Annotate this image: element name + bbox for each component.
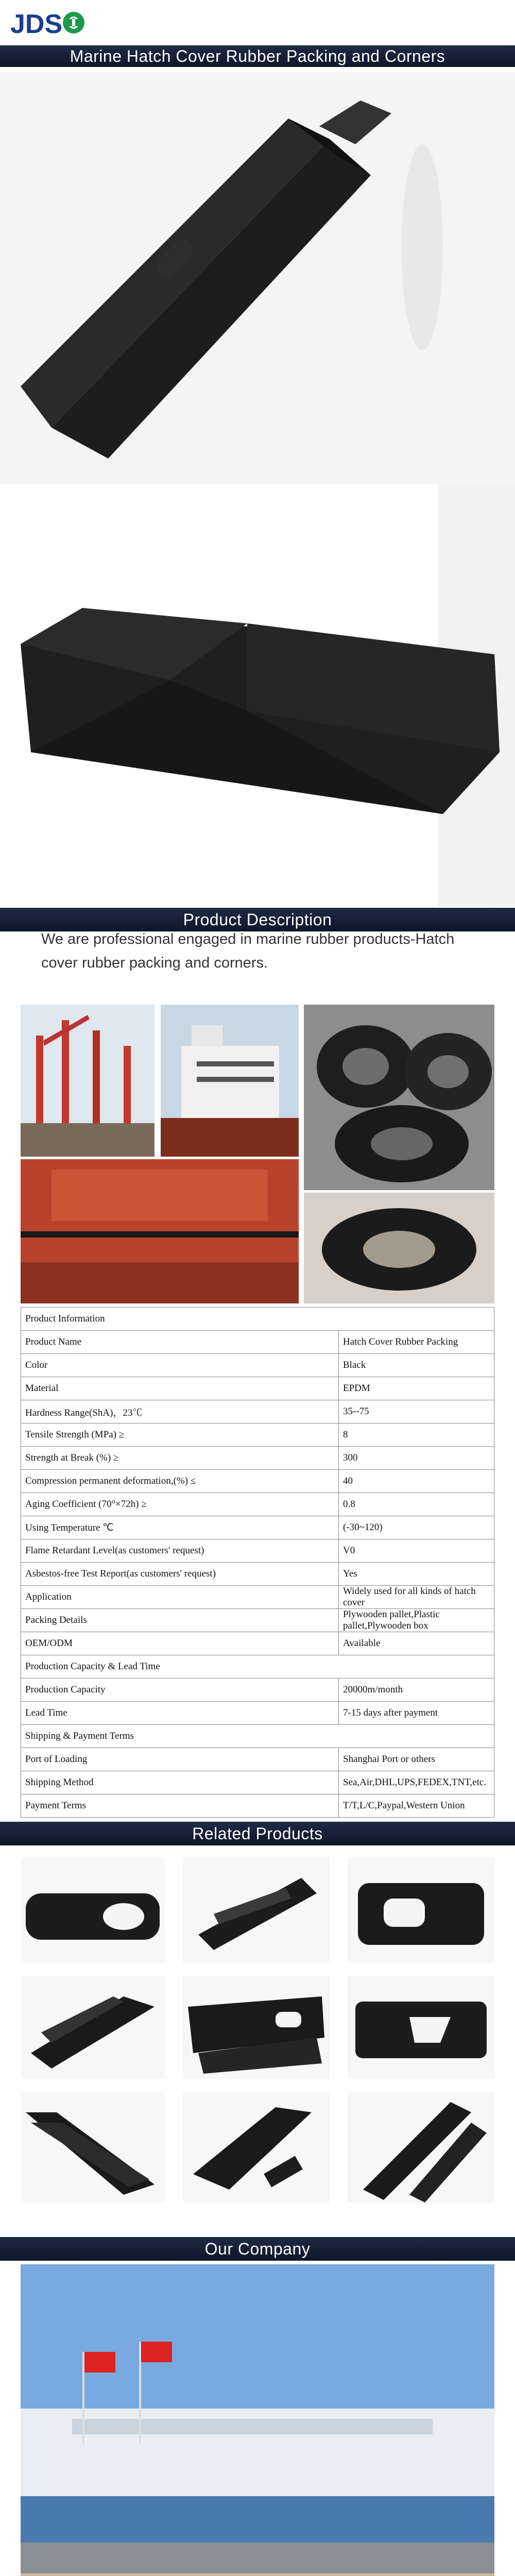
logo-mark-icon (62, 11, 85, 35)
row-key: Using Temperature ℃ (21, 1516, 339, 1539)
rubber-corner-image (0, 484, 515, 907)
table-row (21, 1516, 494, 1539)
section-title-text: Product Description (183, 910, 332, 929)
table-row (21, 1609, 494, 1632)
row-value: 35--75 (339, 1400, 494, 1423)
hero-product-photo-1 (0, 72, 515, 484)
table-row (21, 1493, 494, 1516)
section-title-text: Related Products (192, 1824, 323, 1843)
table-row (21, 1771, 494, 1794)
table-row (21, 1702, 494, 1725)
row-key: Production Capacity (21, 1679, 339, 1702)
row-value: Plywooden pallet,Plastic pallet,Plywooden box (339, 1609, 494, 1632)
row-value: 40 (339, 1470, 494, 1493)
row-key: Color (21, 1354, 339, 1377)
profile-image (21, 1857, 165, 1963)
spec-table (21, 1307, 494, 1818)
rubber-coil-image (304, 1005, 494, 1190)
hatch-cover-image (21, 1159, 299, 1303)
profile-image (183, 1857, 330, 1963)
related-product-8 (183, 2092, 330, 2202)
row-value: V0 (339, 1539, 494, 1563)
row-key: Asbestos-free Test Report(as customers' request) (21, 1563, 339, 1586)
table-row (21, 1632, 494, 1655)
profile-image (348, 1976, 494, 2079)
row-value: Sea,Air,DHL,UPS,FEDEX,TNT,etc. (339, 1771, 494, 1794)
row-value: Shanghai Port or others (339, 1748, 494, 1771)
row-value: Hatch Cover Rubber Packing (339, 1331, 494, 1354)
row-key: Port of Loading (21, 1748, 339, 1771)
hero-product-photo-2 (0, 484, 515, 907)
table-row (21, 1539, 494, 1563)
table-row (21, 1447, 494, 1470)
row-value: 7-15 days after payment (339, 1702, 494, 1725)
table-row (21, 1563, 494, 1586)
row-value: 20000m/month (339, 1679, 494, 1702)
table-row (21, 1748, 494, 1771)
row-key: Aging Coefficient (70°×72h) ≥ (21, 1493, 339, 1516)
row-key: Flame Retardant Level(as customers' request) (21, 1539, 339, 1563)
related-product-1 (21, 1857, 165, 1963)
related-product-5 (183, 1976, 330, 2079)
profile-image (348, 2092, 494, 2202)
row-key: Application (21, 1586, 339, 1609)
row-key: Compression permanent deformation,(%) ≤ (21, 1470, 339, 1493)
row-value: Black (339, 1354, 494, 1377)
related-product-3 (348, 1857, 494, 1963)
logo (10, 8, 82, 39)
table-row (21, 1331, 494, 1354)
row-value: Yes (339, 1563, 494, 1586)
row-value: T/T,L/C,Paypal,Western Union (339, 1794, 494, 1818)
company-building-image (21, 2264, 494, 2576)
section-title-related-products (0, 1822, 515, 1845)
photo-ship (161, 1005, 299, 1157)
table-section-header (21, 1655, 494, 1679)
row-key: Tensile Strength (MPa) ≥ (21, 1423, 339, 1447)
table-row (21, 1423, 494, 1447)
row-key: Strength at Break (%) ≥ (21, 1447, 339, 1470)
profile-image (183, 1976, 330, 2079)
section-production-cell: Production Capacity & Lead Time (21, 1655, 494, 1679)
related-product-4 (21, 1976, 165, 2079)
row-value: (-30~120) (339, 1516, 494, 1539)
related-product-7 (21, 2092, 165, 2202)
row-key: Payment Terms (21, 1794, 339, 1818)
photo-packing-roll (304, 1193, 494, 1303)
row-value: Available (339, 1632, 494, 1655)
page-title (0, 45, 515, 67)
row-key: Hardness Range(ShA)，23℃ (21, 1400, 339, 1423)
row-key: Material (21, 1377, 339, 1400)
table-row (21, 1586, 494, 1609)
logo-text: JDS (10, 9, 63, 39)
row-key: Product Name (21, 1331, 339, 1354)
profile-image (183, 2092, 330, 2202)
table-row (21, 1794, 494, 1818)
photo-cranes (21, 1005, 154, 1157)
related-product-6 (348, 1976, 494, 2079)
table-row (21, 1354, 494, 1377)
row-value: Widely used for all kinds of hatch cover (339, 1586, 494, 1609)
related-product-9 (348, 2092, 494, 2202)
row-value: 0.8 (339, 1493, 494, 1516)
photo-rubber-coils (304, 1005, 494, 1190)
company-building-photo (21, 2264, 494, 2576)
table-row (21, 1470, 494, 1493)
packing-roll-image (304, 1193, 494, 1303)
section-title-text: Our Company (204, 2240, 311, 2258)
row-key: Lead Time (21, 1702, 339, 1725)
page-title-text: Marine Hatch Cover Rubber Packing and Corners (70, 47, 445, 65)
section-title-our-company (0, 2237, 515, 2261)
crane-image (21, 1005, 154, 1157)
table-row (21, 1377, 494, 1400)
row-key: OEM/ODM (21, 1632, 339, 1655)
rubber-packing-image (0, 72, 515, 484)
row-value: 8 (339, 1423, 494, 1447)
row-value: EPDM (339, 1377, 494, 1400)
table-section-header (21, 1308, 494, 1331)
table-row (21, 1679, 494, 1702)
profile-image (348, 1857, 494, 1963)
section-product-cell: Product Information (21, 1308, 494, 1331)
row-key: Packing Details (21, 1609, 339, 1632)
table-row (21, 1400, 494, 1423)
row-key: Shipping Method (21, 1771, 339, 1794)
section-shipping-cell: Shipping & Payment Terms (21, 1725, 494, 1748)
photo-hatch-cover (21, 1159, 299, 1303)
table-section-header (21, 1725, 494, 1748)
ship-image (161, 1005, 299, 1157)
profile-image (21, 1976, 165, 2079)
profile-image (21, 2092, 165, 2202)
description-intro: We are professional engaged in marine rubber products-Hatch cover rubber packing and corners. (41, 931, 455, 971)
row-value: 300 (339, 1447, 494, 1470)
related-product-2 (183, 1857, 330, 1963)
